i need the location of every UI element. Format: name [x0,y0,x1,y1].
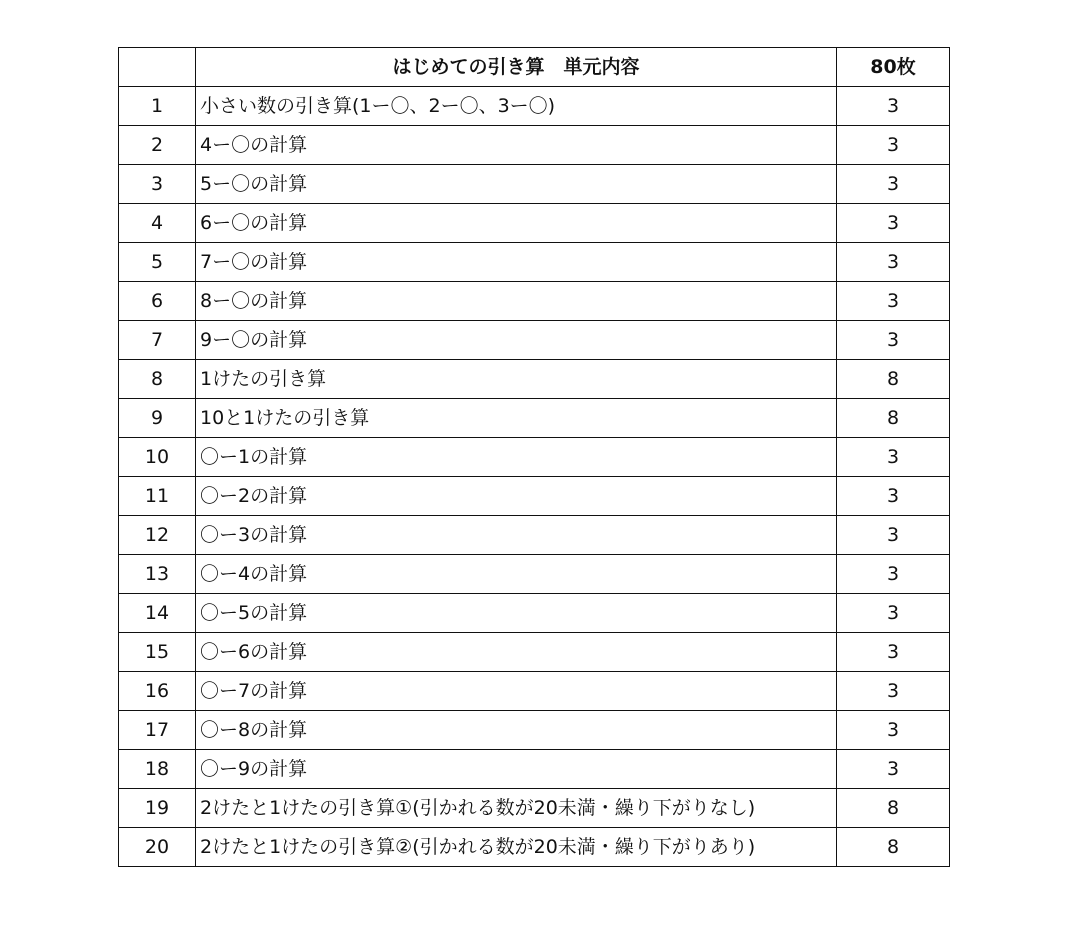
row-sheet-count: 3 [837,438,950,477]
table-row [119,633,950,672]
units-table [118,47,950,867]
row-unit-content: 6ー〇の計算 [196,204,837,243]
row-unit-content: 〇ー7の計算 [196,672,837,711]
row-number: 13 [119,555,196,594]
row-unit-content: 〇ー4の計算 [196,555,837,594]
table-row [119,360,950,399]
table-row [119,399,950,438]
header-sheet-count: 80枚 [837,48,950,87]
row-number: 6 [119,282,196,321]
table-row [119,204,950,243]
row-sheet-count: 3 [837,477,950,516]
row-number: 12 [119,516,196,555]
table-row [119,321,950,360]
row-unit-content: 〇ー1の計算 [196,438,837,477]
row-number: 4 [119,204,196,243]
table-row [119,555,950,594]
row-number: 20 [119,828,196,867]
row-unit-content: 〇ー3の計算 [196,516,837,555]
row-number: 8 [119,360,196,399]
row-sheet-count: 3 [837,243,950,282]
table-row [119,165,950,204]
table-row [119,516,950,555]
header-row [119,48,950,87]
row-sheet-count: 3 [837,87,950,126]
row-sheet-count: 8 [837,789,950,828]
row-sheet-count: 3 [837,126,950,165]
row-number: 5 [119,243,196,282]
table-row [119,672,950,711]
header-unit-content: はじめての引き算 単元内容 [196,48,837,87]
row-sheet-count: 3 [837,165,950,204]
table-row [119,282,950,321]
row-unit-content: 〇ー5の計算 [196,594,837,633]
table-row [119,87,950,126]
row-unit-content: 2けたと1けたの引き算①(引かれる数が20未満・繰り下がりなし) [196,789,837,828]
row-number: 17 [119,711,196,750]
row-unit-content: 4ー〇の計算 [196,126,837,165]
row-number: 9 [119,399,196,438]
row-number: 1 [119,87,196,126]
row-unit-content: 〇ー8の計算 [196,711,837,750]
row-number: 2 [119,126,196,165]
table-row [119,750,950,789]
row-sheet-count: 3 [837,711,950,750]
table-row [119,477,950,516]
row-unit-content: 8ー〇の計算 [196,282,837,321]
row-unit-content: 〇ー9の計算 [196,750,837,789]
table-row [119,789,950,828]
table-row [119,711,950,750]
row-sheet-count: 3 [837,516,950,555]
table-row [119,828,950,867]
row-sheet-count: 3 [837,555,950,594]
row-sheet-count: 3 [837,204,950,243]
row-number: 16 [119,672,196,711]
row-sheet-count: 3 [837,594,950,633]
row-unit-content: 9ー〇の計算 [196,321,837,360]
header-number [119,48,196,87]
row-sheet-count: 8 [837,828,950,867]
row-sheet-count: 3 [837,282,950,321]
row-unit-content: 〇ー2の計算 [196,477,837,516]
row-number: 19 [119,789,196,828]
row-sheet-count: 3 [837,750,950,789]
row-sheet-count: 8 [837,399,950,438]
row-unit-content: 5ー〇の計算 [196,165,837,204]
row-unit-content: 7ー〇の計算 [196,243,837,282]
row-sheet-count: 8 [837,360,950,399]
table-row [119,243,950,282]
row-number: 15 [119,633,196,672]
table-row [119,438,950,477]
row-sheet-count: 3 [837,672,950,711]
row-sheet-count: 3 [837,321,950,360]
row-number: 3 [119,165,196,204]
row-number: 7 [119,321,196,360]
row-number: 10 [119,438,196,477]
row-unit-content: 2けたと1けたの引き算②(引かれる数が20未満・繰り下がりあり) [196,828,837,867]
table-row [119,594,950,633]
row-number: 11 [119,477,196,516]
row-unit-content: 小さい数の引き算(1ー〇、2ー〇、3ー〇) [196,87,837,126]
row-number: 18 [119,750,196,789]
row-number: 14 [119,594,196,633]
row-unit-content: 10と1けたの引き算 [196,399,837,438]
row-unit-content: 1けたの引き算 [196,360,837,399]
table-row [119,126,950,165]
row-unit-content: 〇ー6の計算 [196,633,837,672]
row-sheet-count: 3 [837,633,950,672]
